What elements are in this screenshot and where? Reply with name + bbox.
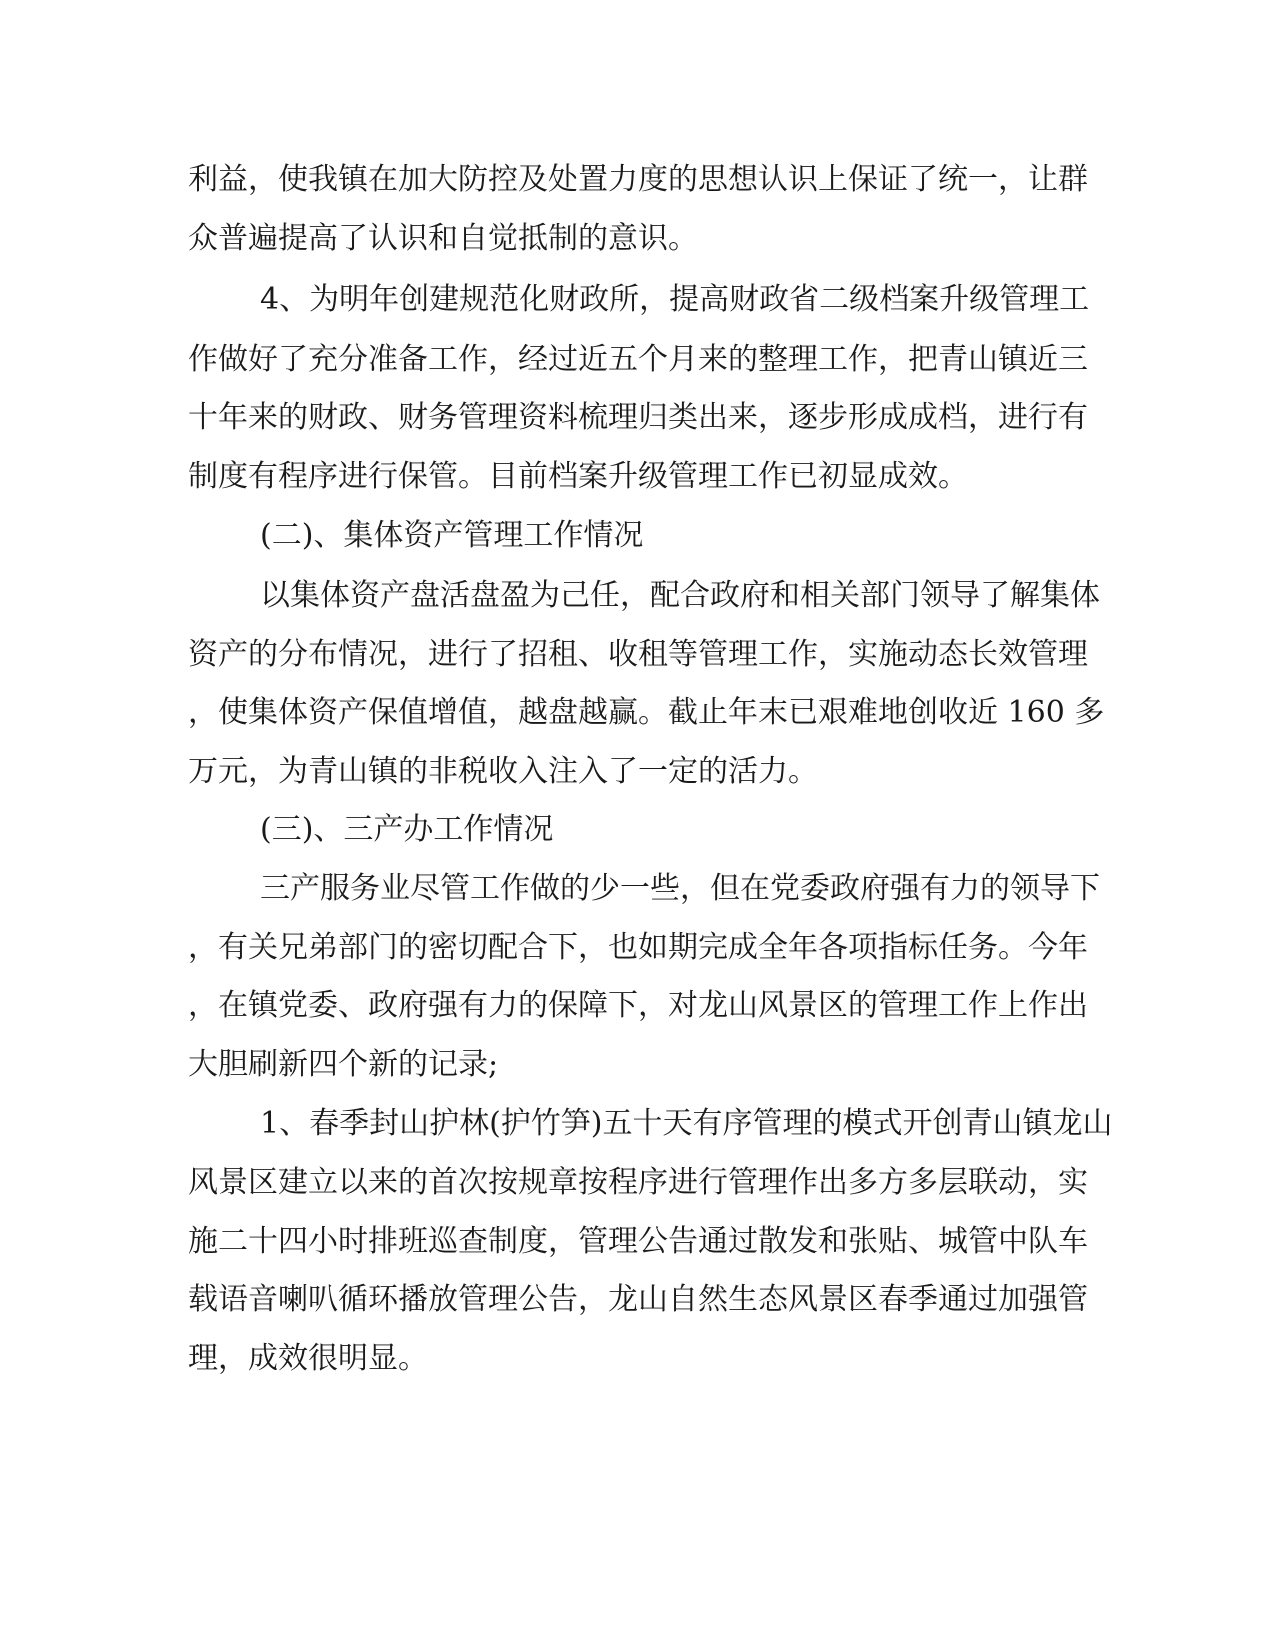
paragraph-line: 十年来的财政、财务管理资料梳理归类出来，逐步形成成档，进行有: [188, 400, 1088, 435]
paragraph-line: 载语音喇叭循环播放管理公告，龙山自然生态风景区春季通过加强管: [188, 1282, 1088, 1317]
paragraph-line: 利益，使我镇在加大防控及处置力度的思想认识上保证了统一，让群: [188, 162, 1088, 197]
paragraph-line: 大胆刷新四个新的记录;: [188, 1047, 499, 1082]
paragraph-line: 1、春季封山护林(护竹笋)五十天有序管理的模式开创青山镇龙山: [260, 1106, 1113, 1141]
paragraph-line: ，有关兄弟部门的密切配合下，也如期完成全年各项指标任务。今年: [188, 930, 1088, 965]
paragraph-line: 三产服务业尽管工作做的少一些，但在党委政府强有力的领导下: [260, 871, 1100, 906]
paragraph-line: 4、为明年创建规范化财政所，提高财政省二级档案升级管理工: [260, 282, 1090, 317]
paragraph-line: 制度有程序进行保管。目前档案升级管理工作已初显成效。: [188, 459, 968, 494]
paragraph-line: 众普遍提高了认识和自觉抵制的意识。: [188, 221, 698, 256]
paragraph-line: 万元，为青山镇的非税收入注入了一定的活力。: [188, 754, 818, 789]
paragraph-line: 以集体资产盘活盘盈为己任，配合政府和相关部门领导了解集体: [260, 578, 1100, 613]
section-heading: (二)、集体资产管理工作情况: [260, 518, 644, 553]
paragraph-line: 资产的分布情况，进行了招租、收租等管理工作，实施动态长效管理: [188, 637, 1088, 672]
paragraph-line: 施二十四小时排班巡查制度，管理公告通过散发和张贴、城管中队车: [188, 1224, 1088, 1259]
paragraph-line: ，在镇党委、政府强有力的保障下，对龙山风景区的管理工作上作出: [188, 988, 1088, 1023]
paragraph-line: 风景区建立以来的首次按规章按程序进行管理作出多方多层联动，实: [188, 1165, 1088, 1200]
section-heading: (三)、三产办工作情况: [260, 812, 554, 847]
paragraph-line: 理，成效很明显。: [188, 1341, 428, 1376]
paragraph-line: 作做好了充分准备工作，经过近五个月来的整理工作，把青山镇近三: [188, 342, 1088, 377]
paragraph-line: ，使集体资产保值增值，越盘越赢。截止年末已艰难地创收近 160 多: [188, 695, 1105, 730]
